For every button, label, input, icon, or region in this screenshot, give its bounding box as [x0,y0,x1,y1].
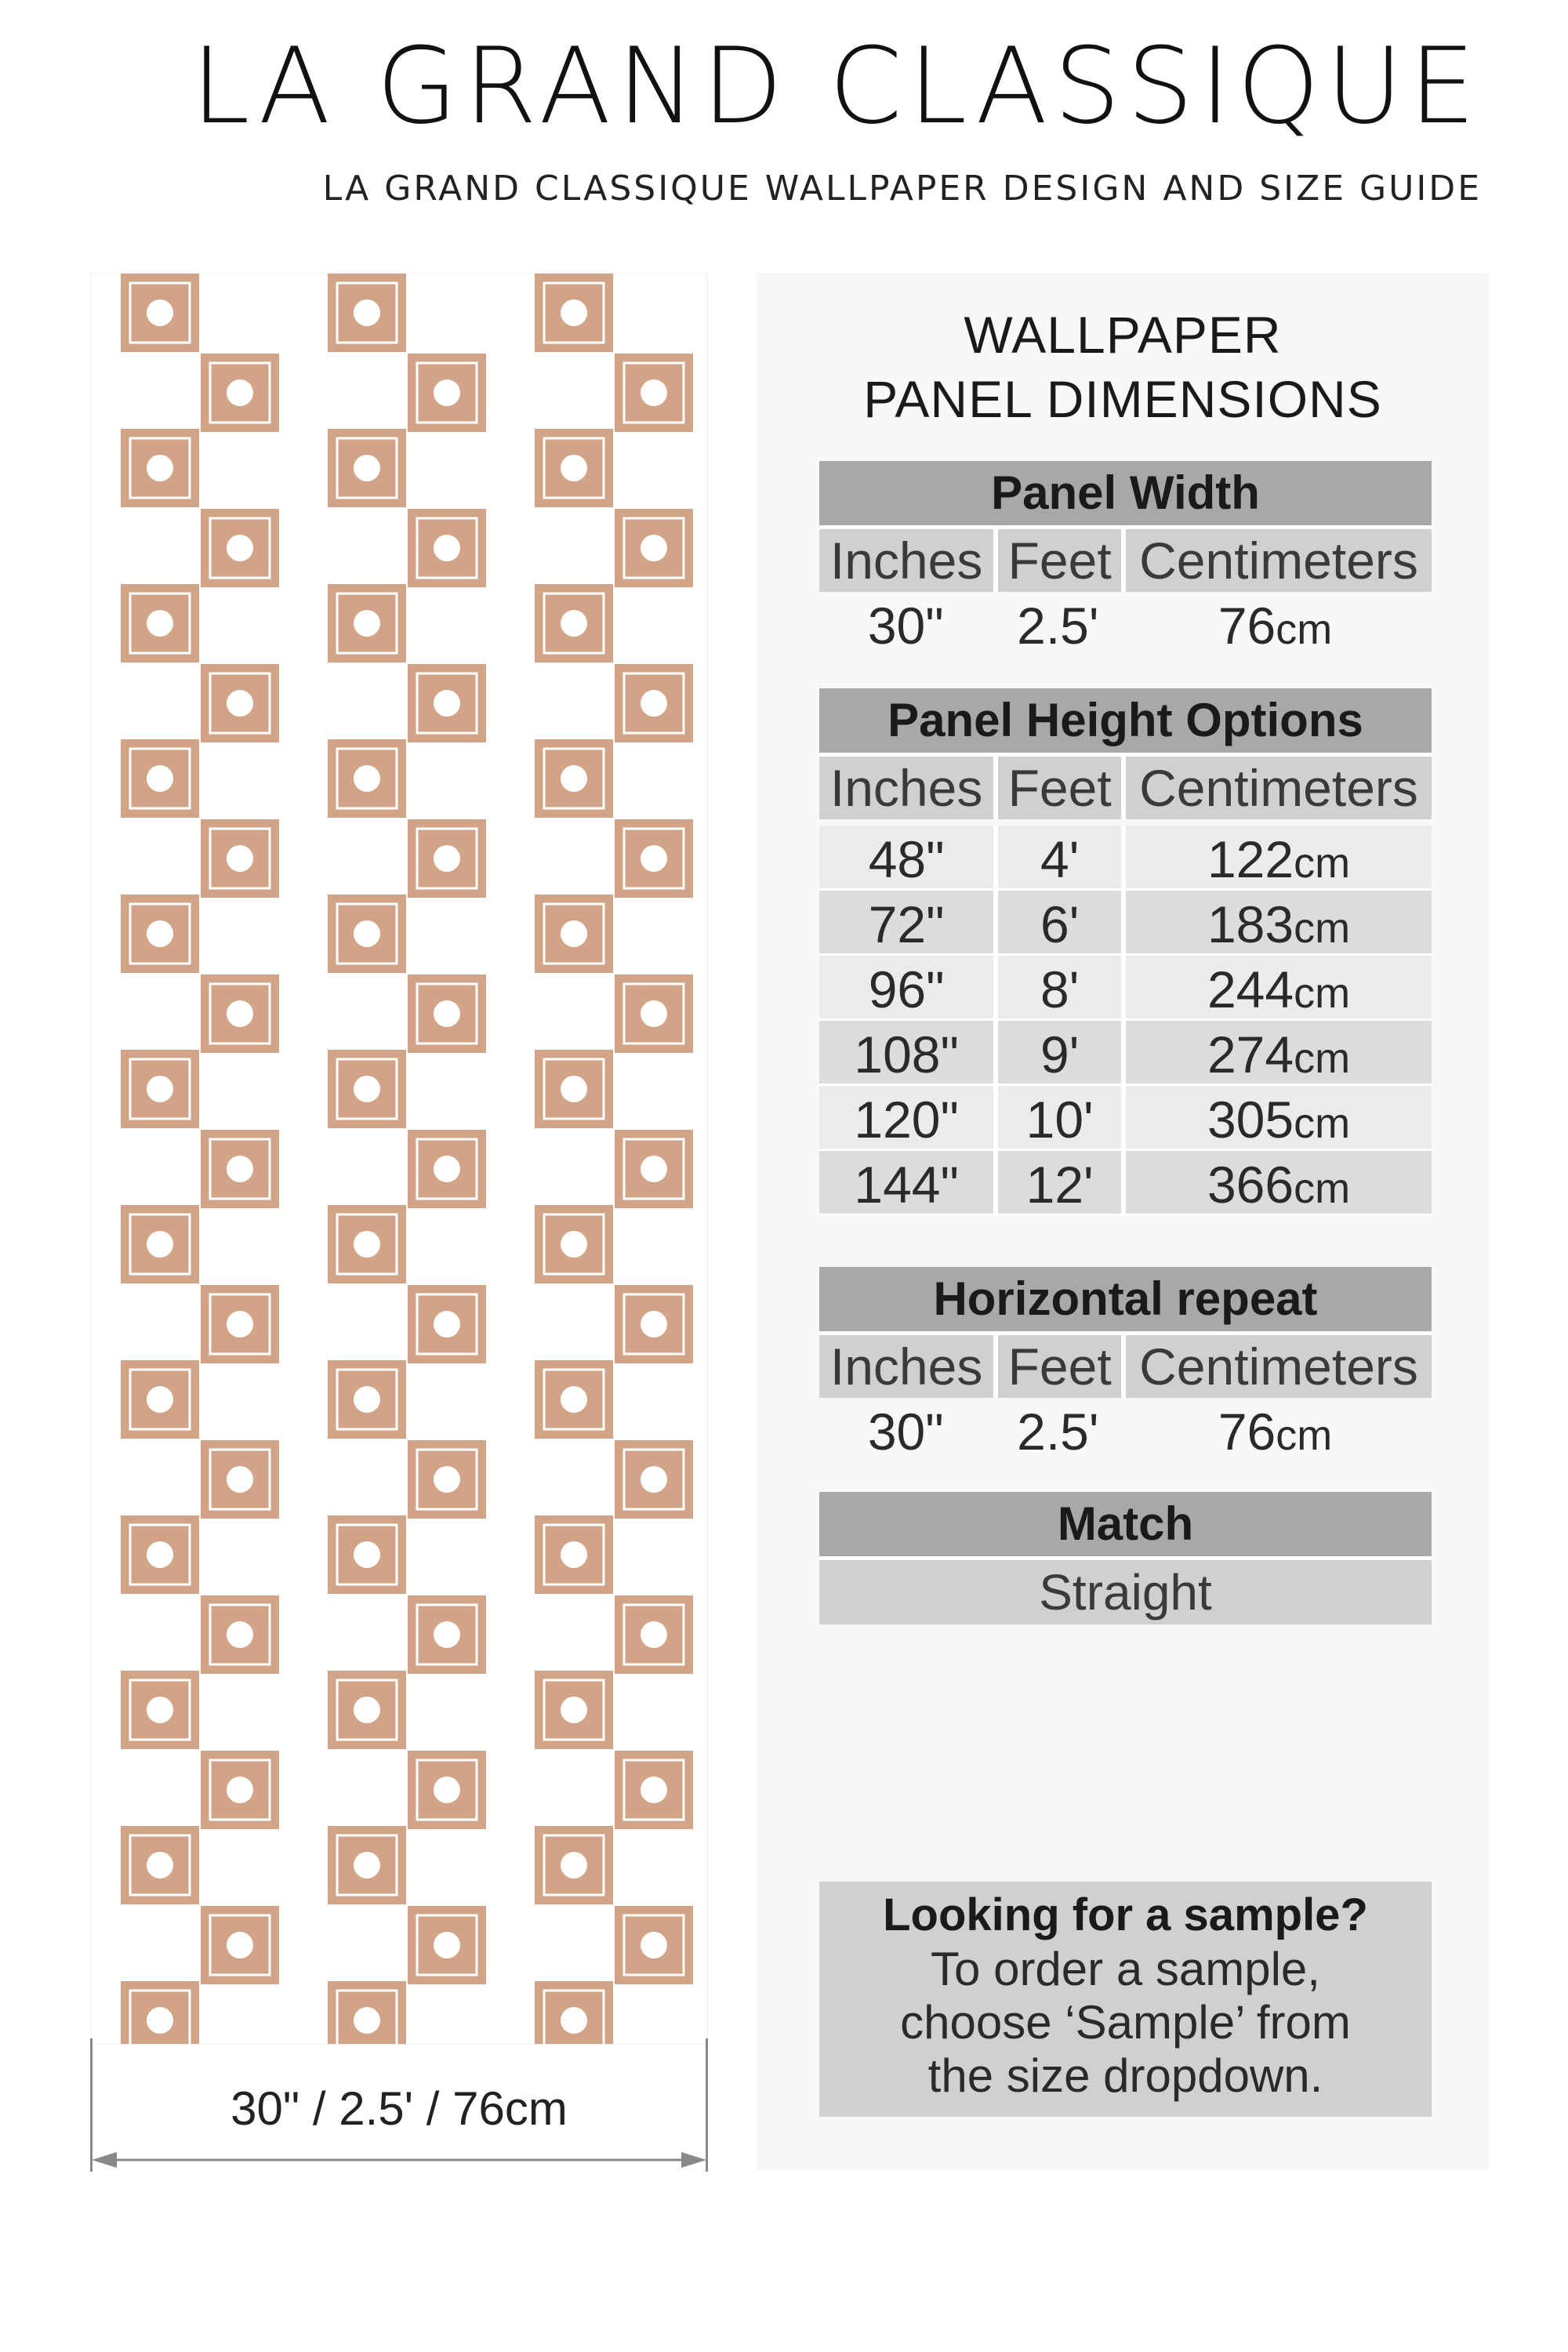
panel-width-table [819,461,1432,655]
cm-value: 305 [1207,1091,1294,1149]
pattern-tile [535,1515,613,1594]
pattern-tile [615,1130,693,1208]
table-row [819,826,1432,891]
cm-unit: cm [1294,840,1351,887]
pattern-tile [121,584,199,662]
cell-feet: 4' [998,826,1126,888]
pattern-tile [408,1906,486,1984]
panel-dimensions-card [757,273,1489,2170]
pattern-tile [121,1671,199,1749]
pattern-tile [408,664,486,742]
pattern-tile [535,584,613,662]
panel-height-column-headers [819,757,1432,819]
table-row [819,956,1432,1021]
pattern-tile [328,1981,406,2044]
pattern-tile [408,1595,486,1674]
pattern-tile [408,1285,486,1363]
cm-unit: cm [1294,1100,1351,1147]
pattern-tile [121,1205,199,1283]
cm-unit: cm [1276,1412,1333,1459]
cell-centimeters [1126,1086,1432,1149]
brand-title: LA GRAND CLASSIQUE [191,25,1482,147]
cell-inches: 120" [819,1086,998,1149]
pattern-tile [201,509,279,587]
pattern-tile [535,1360,613,1439]
pattern-tile [328,429,406,507]
brand-subtitle: LA GRAND CLASSIQUE WALLPAPER DESIGN AND SIZE GUIDE [322,169,1482,209]
table-row [819,1086,1432,1151]
cell-centimeters [1123,592,1432,655]
pattern-tile [615,509,693,587]
pattern-tile [615,664,693,742]
pattern-tile [535,739,613,818]
sample-text-line2: choose ‘Sample’ from [900,1996,1351,2049]
cell-feet: 9' [998,1021,1126,1083]
panel-width-dimension [90,2038,708,2172]
column-centimeters: Centimeters [1126,757,1432,819]
cell-centimeters [1126,956,1432,1018]
match-value: Straight [819,1560,1432,1624]
cm-value: 244 [1207,960,1294,1018]
pattern-tile [121,274,199,352]
pattern-tile [201,1751,279,1829]
cell-inches: 72" [819,891,998,953]
pattern-tile [408,509,486,587]
panel-width-label: 30" / 2.5' / 76cm [230,2082,568,2135]
pattern-tile [615,1595,693,1674]
match-table [819,1492,1432,1624]
cm-value: 183 [1207,895,1294,953]
cell-feet: 8' [998,956,1126,1018]
pattern-tile [535,274,613,352]
pattern-tile [535,1050,613,1128]
pattern-tile [121,1515,199,1594]
cell-feet: 2.5' [1017,1403,1099,1461]
pattern-tile [201,819,279,898]
cell-centimeters [1126,1021,1432,1083]
panel-height-title: Panel Height Options [819,688,1432,757]
pattern-tile [201,975,279,1053]
column-inches: Inches [819,529,998,592]
cell-inches: 48" [819,826,998,888]
pattern-tile [121,1360,199,1439]
column-inches: Inches [819,1335,998,1398]
horizontal-repeat-title: Horizontal repeat [819,1267,1432,1335]
panel-width-title: Panel Width [819,461,1432,529]
column-centimeters: Centimeters [1126,1335,1432,1398]
pattern-tile [408,354,486,432]
cm-value: 122 [1207,830,1294,888]
column-feet: Feet [998,757,1126,819]
cm-unit: cm [1294,970,1351,1017]
pattern-tile [201,1906,279,1984]
horizontal-repeat-column-headers [819,1335,1432,1398]
pattern-tile [328,1671,406,1749]
pattern-tile [535,895,613,973]
pattern-tile [328,274,406,352]
pattern-tile [535,429,613,507]
panel-width-row [819,592,1432,655]
pattern-tile [121,1050,199,1128]
pattern-tile [328,1050,406,1128]
pattern-tile [408,975,486,1053]
cm-value: 274 [1207,1025,1294,1083]
pattern-tile [201,1285,279,1363]
pattern-tile [615,1906,693,1984]
column-inches: Inches [819,757,998,819]
pattern-tile [615,819,693,898]
pattern-tile [535,1205,613,1283]
cell-feet: 6' [998,891,1126,953]
card-heading-line1: WALLPAPER [964,306,1282,364]
cell-feet: 2.5' [1017,597,1099,655]
pattern-tile [615,1751,693,1829]
pattern-tile [328,739,406,818]
pattern-tile [408,1751,486,1829]
pattern-tile [535,1826,613,1904]
pattern-tile [615,354,693,432]
cell-centimeters [1126,891,1432,953]
pattern-tile [328,1360,406,1439]
pattern-tile [328,1205,406,1283]
cm-value: 76 [1218,1403,1276,1461]
pattern-tile [201,354,279,432]
dimension-arrow [90,2151,708,2169]
column-feet: Feet [998,1335,1126,1398]
cell-centimeters [1123,1398,1432,1461]
cm-value: 76 [1218,597,1276,655]
column-feet: Feet [998,529,1126,592]
cell-centimeters [1126,826,1432,888]
panel-height-table [819,688,1432,1216]
pattern-tile [615,1440,693,1519]
cell-inches: 96" [819,956,998,1018]
pattern-tile [615,975,693,1053]
pattern-tile [615,1285,693,1363]
table-row [819,891,1432,956]
pattern-tile [408,1440,486,1519]
cell-feet: 12' [998,1151,1126,1214]
pattern-tile [121,1826,199,1904]
cell-centimeters [1126,1151,1432,1214]
pattern-tile [535,1981,613,2044]
card-heading [757,303,1489,431]
pattern-tile [328,895,406,973]
pattern-tile [201,1595,279,1674]
pattern-tile [201,664,279,742]
pattern-tile [121,739,199,818]
table-row [819,1151,1432,1216]
column-centimeters: Centimeters [1126,529,1432,592]
pattern-tile [408,819,486,898]
match-title: Match [819,1492,1432,1560]
cm-unit: cm [1294,1035,1351,1082]
pattern-tile [328,584,406,662]
pattern-tile [535,1671,613,1749]
pattern-tile [121,895,199,973]
cell-inches: 144" [819,1151,998,1214]
pattern-tile [121,1981,199,2044]
cm-value: 366 [1207,1156,1294,1214]
horizontal-repeat-table [819,1267,1432,1461]
pattern-tile [408,1130,486,1208]
panel-width-column-headers [819,529,1432,592]
cm-unit: cm [1276,606,1333,653]
pattern-tile [121,429,199,507]
wallpaper-pattern-preview [90,273,708,2045]
horizontal-repeat-row [819,1398,1432,1461]
table-row [819,1021,1432,1086]
sample-text-line3: the size dropdown. [927,2049,1323,2102]
cell-feet: 10' [998,1086,1126,1149]
pattern-tile [201,1130,279,1208]
cell-inches: 108" [819,1021,998,1083]
cm-unit: cm [1294,1165,1351,1212]
sample-text-line1: To order a sample, [931,1943,1320,1995]
card-heading-line2: PANEL DIMENSIONS [863,370,1382,428]
cell-inches: 30" [867,597,944,655]
pattern-tile [328,1515,406,1594]
pattern-tile [201,1440,279,1519]
pattern-tile [328,1826,406,1904]
sample-info-box [819,1882,1432,2117]
sample-title: Looking for a sample? [883,1889,1368,1940]
cell-inches: 30" [867,1403,944,1461]
cm-unit: cm [1294,905,1351,952]
